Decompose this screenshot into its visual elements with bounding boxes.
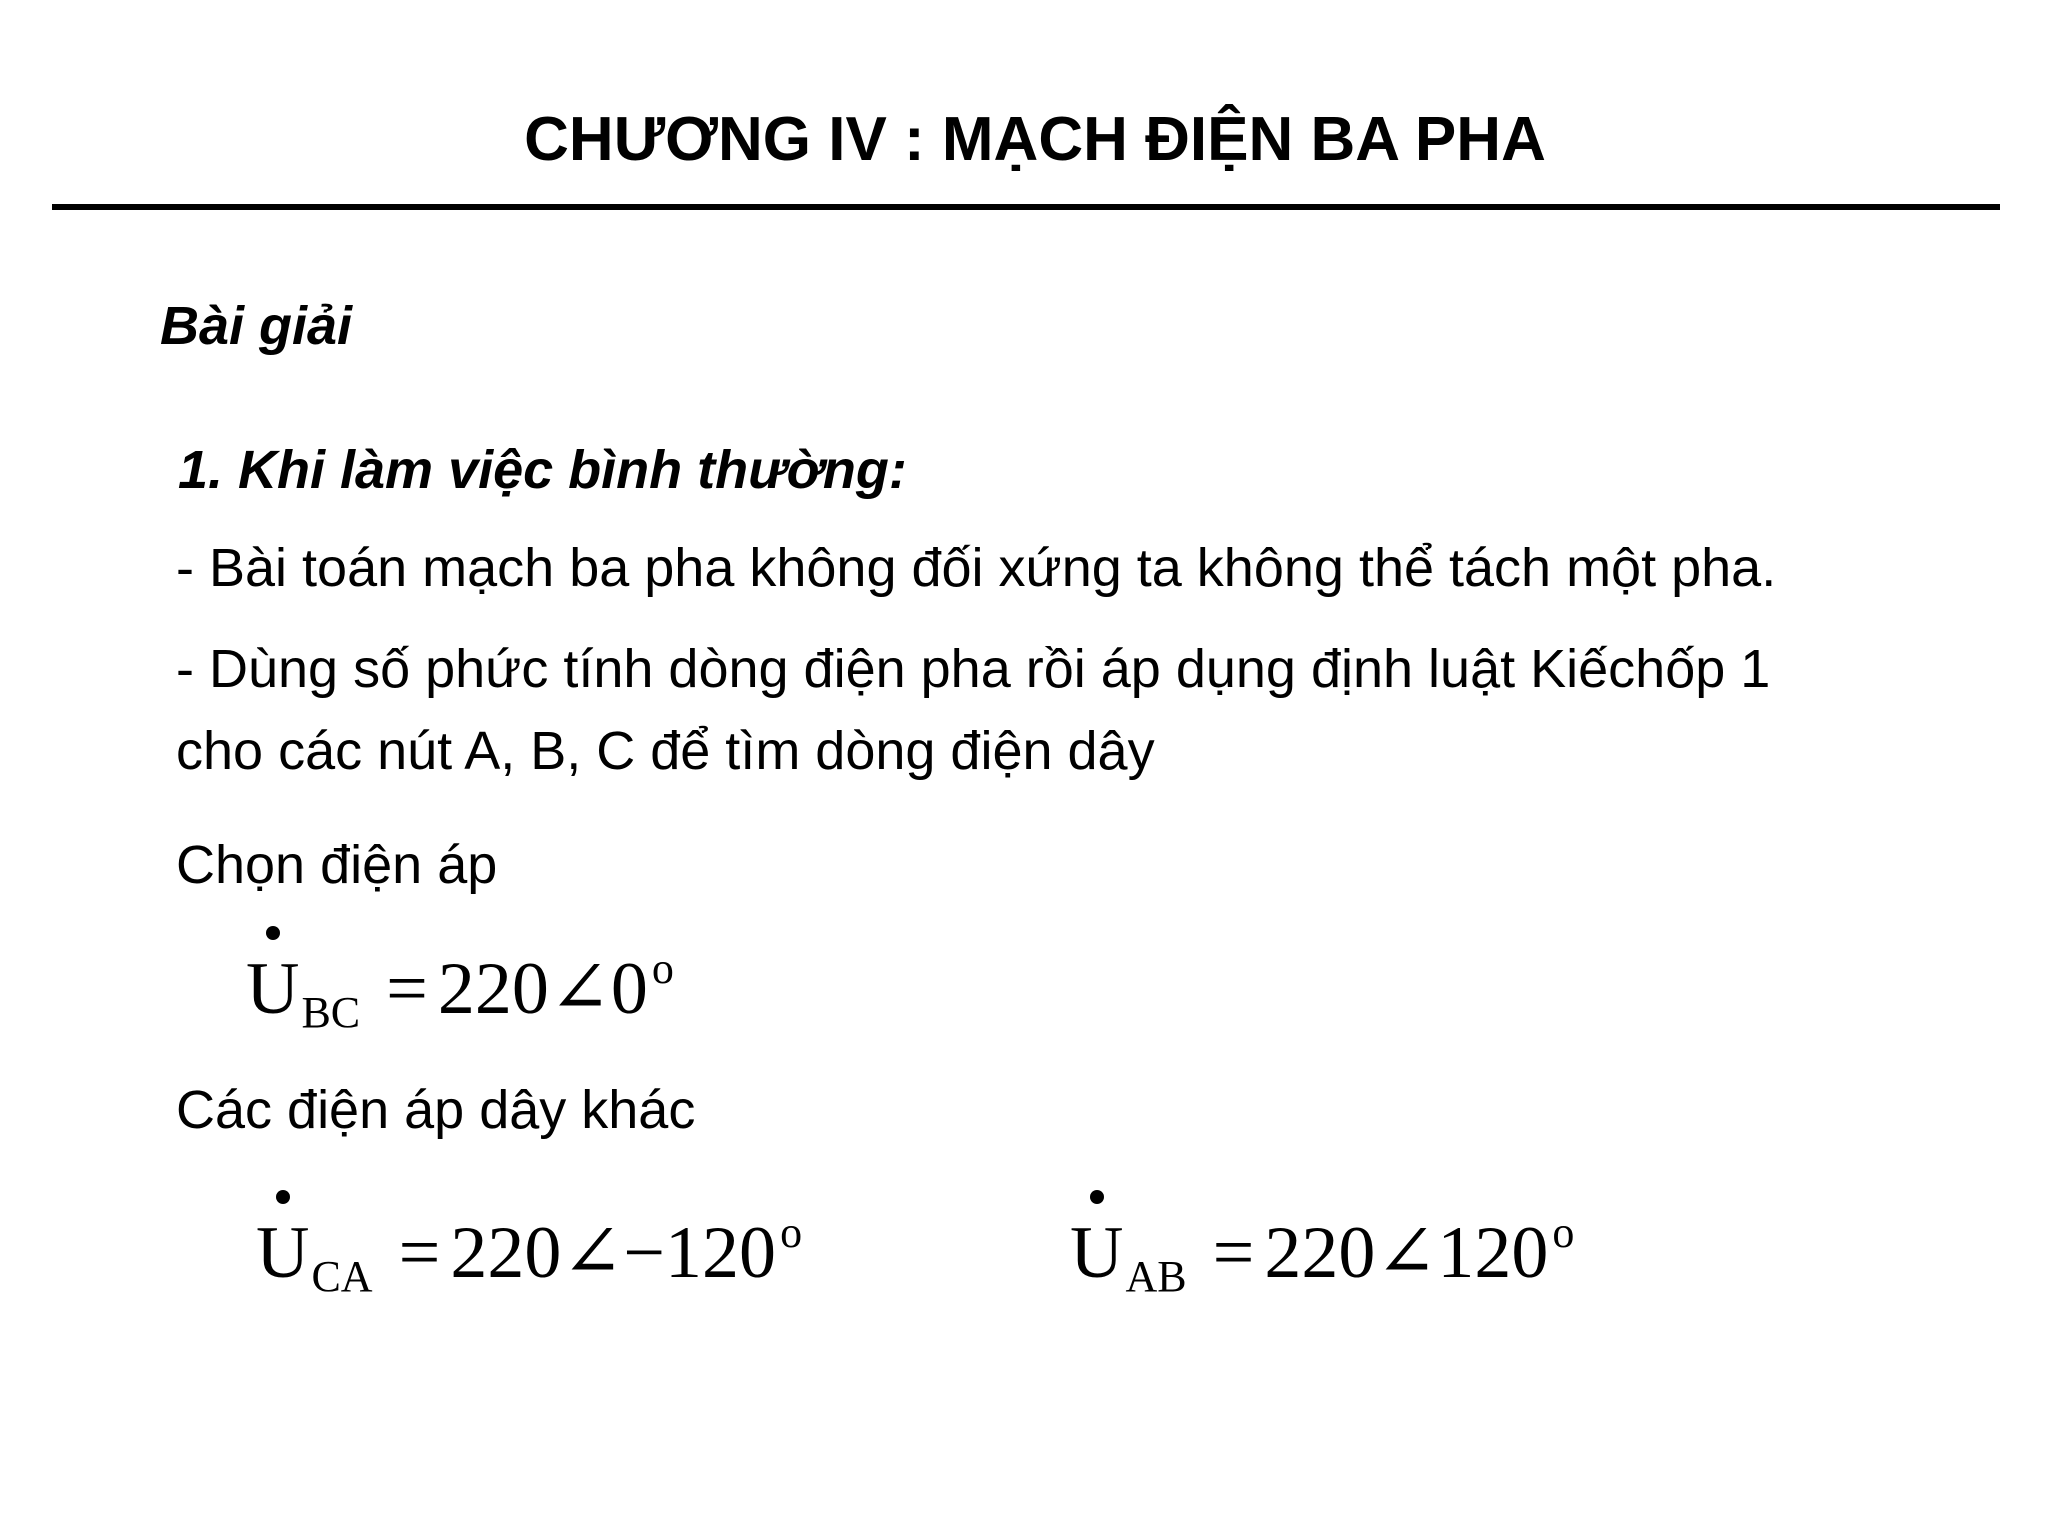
formula-magnitude: 220 <box>1264 1212 1376 1294</box>
angle-symbol: ∠ <box>1375 1212 1438 1294</box>
formula-subscript: CA <box>311 1252 373 1301</box>
slide-title: CHƯƠNG IV : MẠCH ĐIỆN BA PHA <box>524 105 1546 174</box>
formula-subscript: AB <box>1125 1252 1187 1301</box>
phasor-dot-icon <box>266 926 280 940</box>
formula-magnitude: 220 <box>437 948 549 1030</box>
angle-symbol: ∠ <box>548 948 611 1030</box>
phasor-dot-icon <box>1090 1190 1104 1204</box>
paragraph-2-line-1: - Dùng số phức tính dòng điện pha rồi áp dụng định luật Kiếchốp 1 <box>176 639 1771 699</box>
phasor-dot-icon <box>276 1190 290 1204</box>
formula-u-ca <box>256 1208 802 1308</box>
paragraph-2-line-2: cho các nút A, B, C để tìm dòng điện dây <box>176 721 1155 781</box>
phasor-symbol: U <box>246 944 299 1034</box>
formula-magnitude: 220 <box>450 1212 562 1294</box>
degree-symbol: o <box>780 1208 803 1257</box>
formula-angle: 120 <box>1437 1212 1549 1294</box>
equals-sign: = <box>386 948 428 1030</box>
angle-symbol: ∠ <box>561 1212 624 1294</box>
formula-subscript: BC <box>301 988 361 1037</box>
formula-angle: −120 <box>623 1212 777 1294</box>
formula-u-bc <box>246 944 674 1044</box>
subheading: 1. Khi làm việc bình thường: <box>178 440 907 500</box>
title-divider <box>52 204 2000 210</box>
formula-angle: 0 <box>610 948 648 1030</box>
formula-u-ab <box>1070 1208 1574 1308</box>
phasor-symbol: U <box>1070 1208 1123 1298</box>
section-label: Bài giải <box>160 296 353 356</box>
other-voltages-label: Các điện áp dây khác <box>176 1080 696 1140</box>
equals-sign: = <box>398 1212 441 1294</box>
degree-symbol: o <box>1552 1208 1575 1257</box>
degree-symbol: o <box>651 944 674 993</box>
phasor-symbol: U <box>256 1208 309 1298</box>
paragraph-1: - Bài toán mạch ba pha không đối xứng ta không thể tách một pha. <box>176 538 1777 598</box>
choose-voltage-label: Chọn điện áp <box>176 835 498 895</box>
equals-sign: = <box>1212 1212 1255 1294</box>
